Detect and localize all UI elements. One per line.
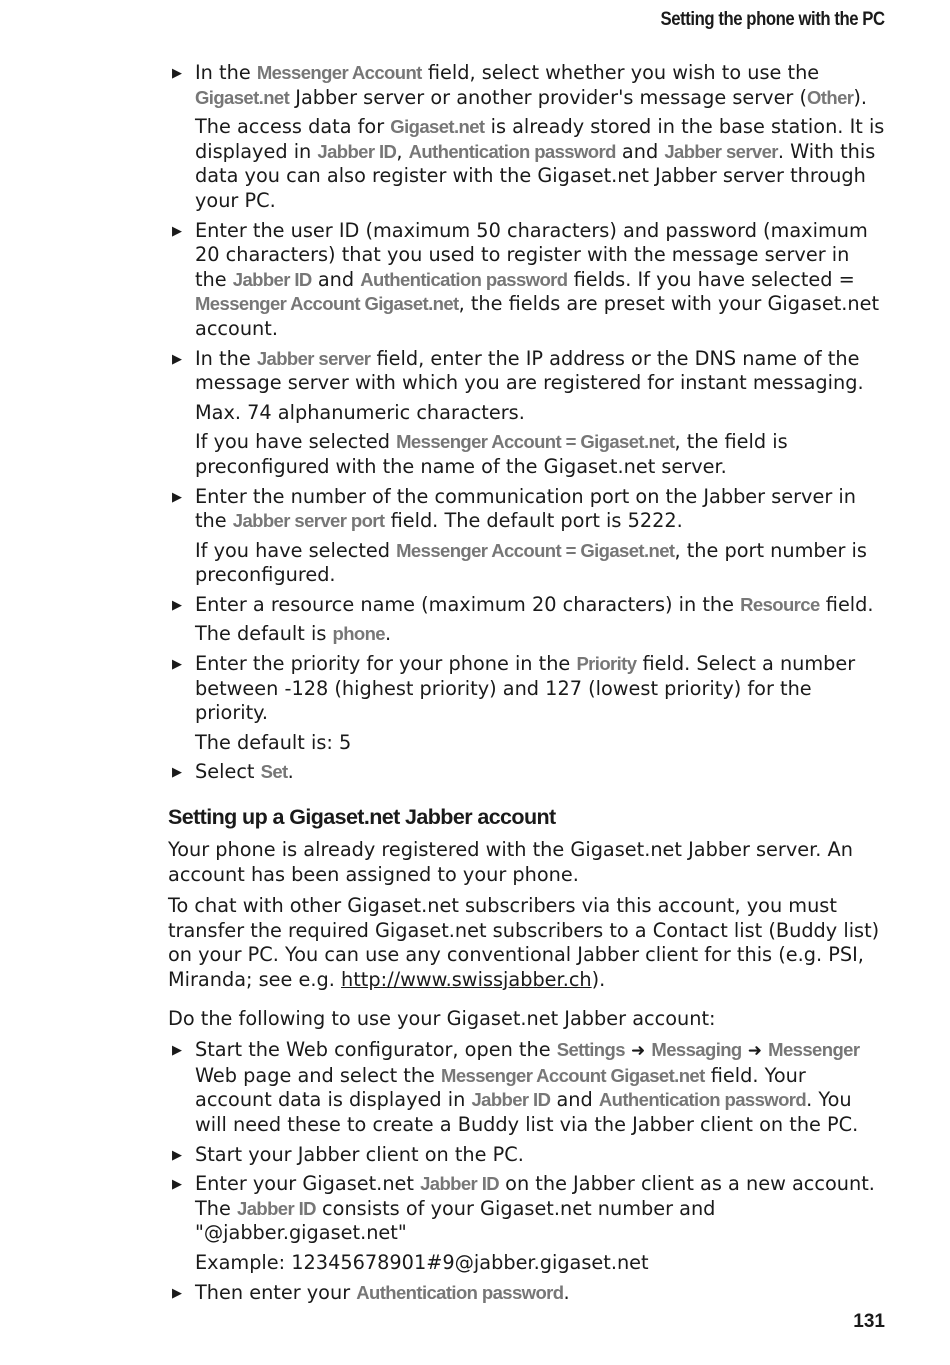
ui-term: Messenger Account = Gigaset.net	[396, 539, 675, 561]
ui-term: Jabber ID	[471, 1089, 551, 1111]
ui-term: Jabber ID	[317, 140, 397, 162]
ui-term: Messaging	[651, 1039, 742, 1061]
list-item-note: The access data for Gigaset.net is already stored in the base station. It is displayed in Jabber ID, Authentication password and Jabber server. With this data you can also register with the Gigaset.net Jabber server through your PC.	[195, 115, 885, 212]
ui-term: Gigaset.net	[195, 86, 290, 108]
ui-term: Jabber ID	[232, 268, 312, 290]
list-item: ▶ Select Set.	[172, 760, 294, 784]
ui-term: Messenger Account Gigaset.net	[441, 1064, 705, 1086]
section-paragraphs	[168, 838, 886, 1031]
list-item-note: Example: 12345678901#9@jabber.gigaset.net	[195, 1250, 649, 1274]
setup-instruction-list	[168, 1038, 886, 1305]
ui-term: Authentication password	[408, 140, 616, 162]
bullet-arrow-icon: ▶	[172, 66, 182, 81]
bullet-arrow-icon: ▶	[172, 1285, 182, 1301]
list-item: ▶ Enter the priority for your phone in the Priority field. Select a number between -128 (highest priority) and 127 (lowest priority) for the priority.	[172, 652, 856, 725]
page-header: Setting the phone with the PC	[660, 9, 885, 30]
ui-term: Jabber server	[664, 140, 778, 162]
paragraph: Your phone is already registered with the Gigaset.net Jabber server. An account has been assigned to your phone.	[168, 838, 853, 886]
ui-term: Jabber server port	[232, 510, 385, 532]
ui-term: Messenger Account	[256, 62, 422, 83]
ui-term: Jabber server	[256, 347, 371, 369]
ui-term: Messenger	[768, 1039, 860, 1061]
paragraph: To chat with other Gigaset.net subscribers via this account, you must transfer the required Gigaset.net subscribers to a Contact list (Buddy list) on your PC. You can use any conventional Jabber client for this (e.g. PSI, Miranda; see e.g. http://www.swissjabber.ch).	[168, 894, 880, 991]
paragraph: Do the following to use your Gigaset.net Jabber account:	[168, 1006, 716, 1030]
bullet-arrow-icon: ▶	[172, 1177, 182, 1193]
list-item: ▶ Enter the user ID (maximum 50 characters) and password (maximum 20 characters) that you used to register with the message server in the Jabber ID and Authentication password fields. If you have selected = Messenger Account Gigaset.net, the fields are preset with your Gigaset.net account.	[172, 218, 880, 340]
list-item-note: Max. 74 alphanumeric characters.	[195, 400, 525, 424]
list-item: ▶ In the Messenger Account field, select whether you wish to use the Gigaset.net Jabber server or another provider's message server (Other).	[172, 61, 868, 109]
menu-path-arrow-icon: ➜	[631, 1041, 646, 1062]
ui-term: Messenger Account = Gigaset.net	[396, 431, 675, 453]
list-item: ▶ In the Jabber server field, enter the IP address or the DNS name of the message server with which you are registered for instant messaging.	[172, 346, 864, 395]
list-item-note: The default is: 5	[195, 730, 352, 754]
section-title: Setting up a Gigaset.net Jabber account	[168, 805, 556, 830]
ui-term: Jabber ID	[237, 1197, 316, 1219]
ui-term: Gigaset.net	[390, 116, 485, 138]
ui-term: Set	[260, 761, 288, 783]
list-item: ▶ Enter a resource name (maximum 20 characters) in the Resource field.	[172, 592, 874, 616]
ui-term: phone	[332, 623, 385, 645]
page-number: 131	[853, 1311, 885, 1332]
bullet-arrow-icon: ▶	[172, 765, 182, 781]
document-body	[168, 61, 886, 1310]
ui-term: Priority	[576, 653, 637, 675]
list-item: ▶ Start the Web configurator, open the Settings ➜ Messaging ➜ Messenger Web page and select the Messenger Account Gigaset.net field. Your account data is displayed in Jabber ID and Authentication password. You will need these to create a Buddy list via the Jabber client on the PC.	[172, 1038, 860, 1136]
list-item-note: The default is phone.	[195, 622, 392, 646]
ui-term: Authentication password	[356, 1281, 564, 1303]
list-item: ▶ Enter the number of the communication port on the Jabber server in the Jabber server port field. The default port is 5222.	[172, 484, 856, 533]
list-item: ▶ Start your Jabber client on the PC.	[172, 1142, 524, 1166]
ui-term: Resource	[740, 593, 820, 615]
bullet-arrow-icon: ▶	[172, 351, 182, 367]
ui-term: Authentication password	[598, 1089, 807, 1111]
bullet-arrow-icon: ▶	[172, 1043, 182, 1059]
list-item-note: If you have selected Messenger Account = Gigaset.net, the field is preconfigured with the name of the Gigaset.net server.	[195, 430, 788, 478]
ui-term: Messenger Account Gigaset.net	[195, 293, 459, 315]
list-item: ▶ Then enter your Authentication password.	[172, 1280, 570, 1304]
ui-term: Jabber ID	[420, 1173, 500, 1195]
list-item-note: If you have selected Messenger Account = Gigaset.net, the port number is preconfigured.	[195, 538, 867, 587]
ui-term: Other	[807, 86, 854, 108]
ui-term: Settings	[556, 1039, 625, 1061]
bullet-arrow-icon: ▶	[172, 223, 182, 239]
instruction-list	[168, 61, 886, 785]
menu-path-arrow-icon: ➜	[747, 1041, 763, 1062]
bullet-arrow-icon: ▶	[172, 597, 182, 613]
bullet-arrow-icon: ▶	[172, 1147, 182, 1163]
ui-term: Authentication password	[360, 268, 568, 290]
bullet-arrow-icon: ▶	[172, 657, 182, 673]
list-item: ▶ Enter your Gigaset.net Jabber ID on the Jabber client as a new account. The Jabber ID consists of your Gigaset.net number and "@jabber.gigaset.net"	[172, 1172, 875, 1245]
bullet-arrow-icon: ▶	[172, 489, 182, 505]
web-link[interactable]: http://www.swissjabber.ch	[341, 968, 592, 991]
